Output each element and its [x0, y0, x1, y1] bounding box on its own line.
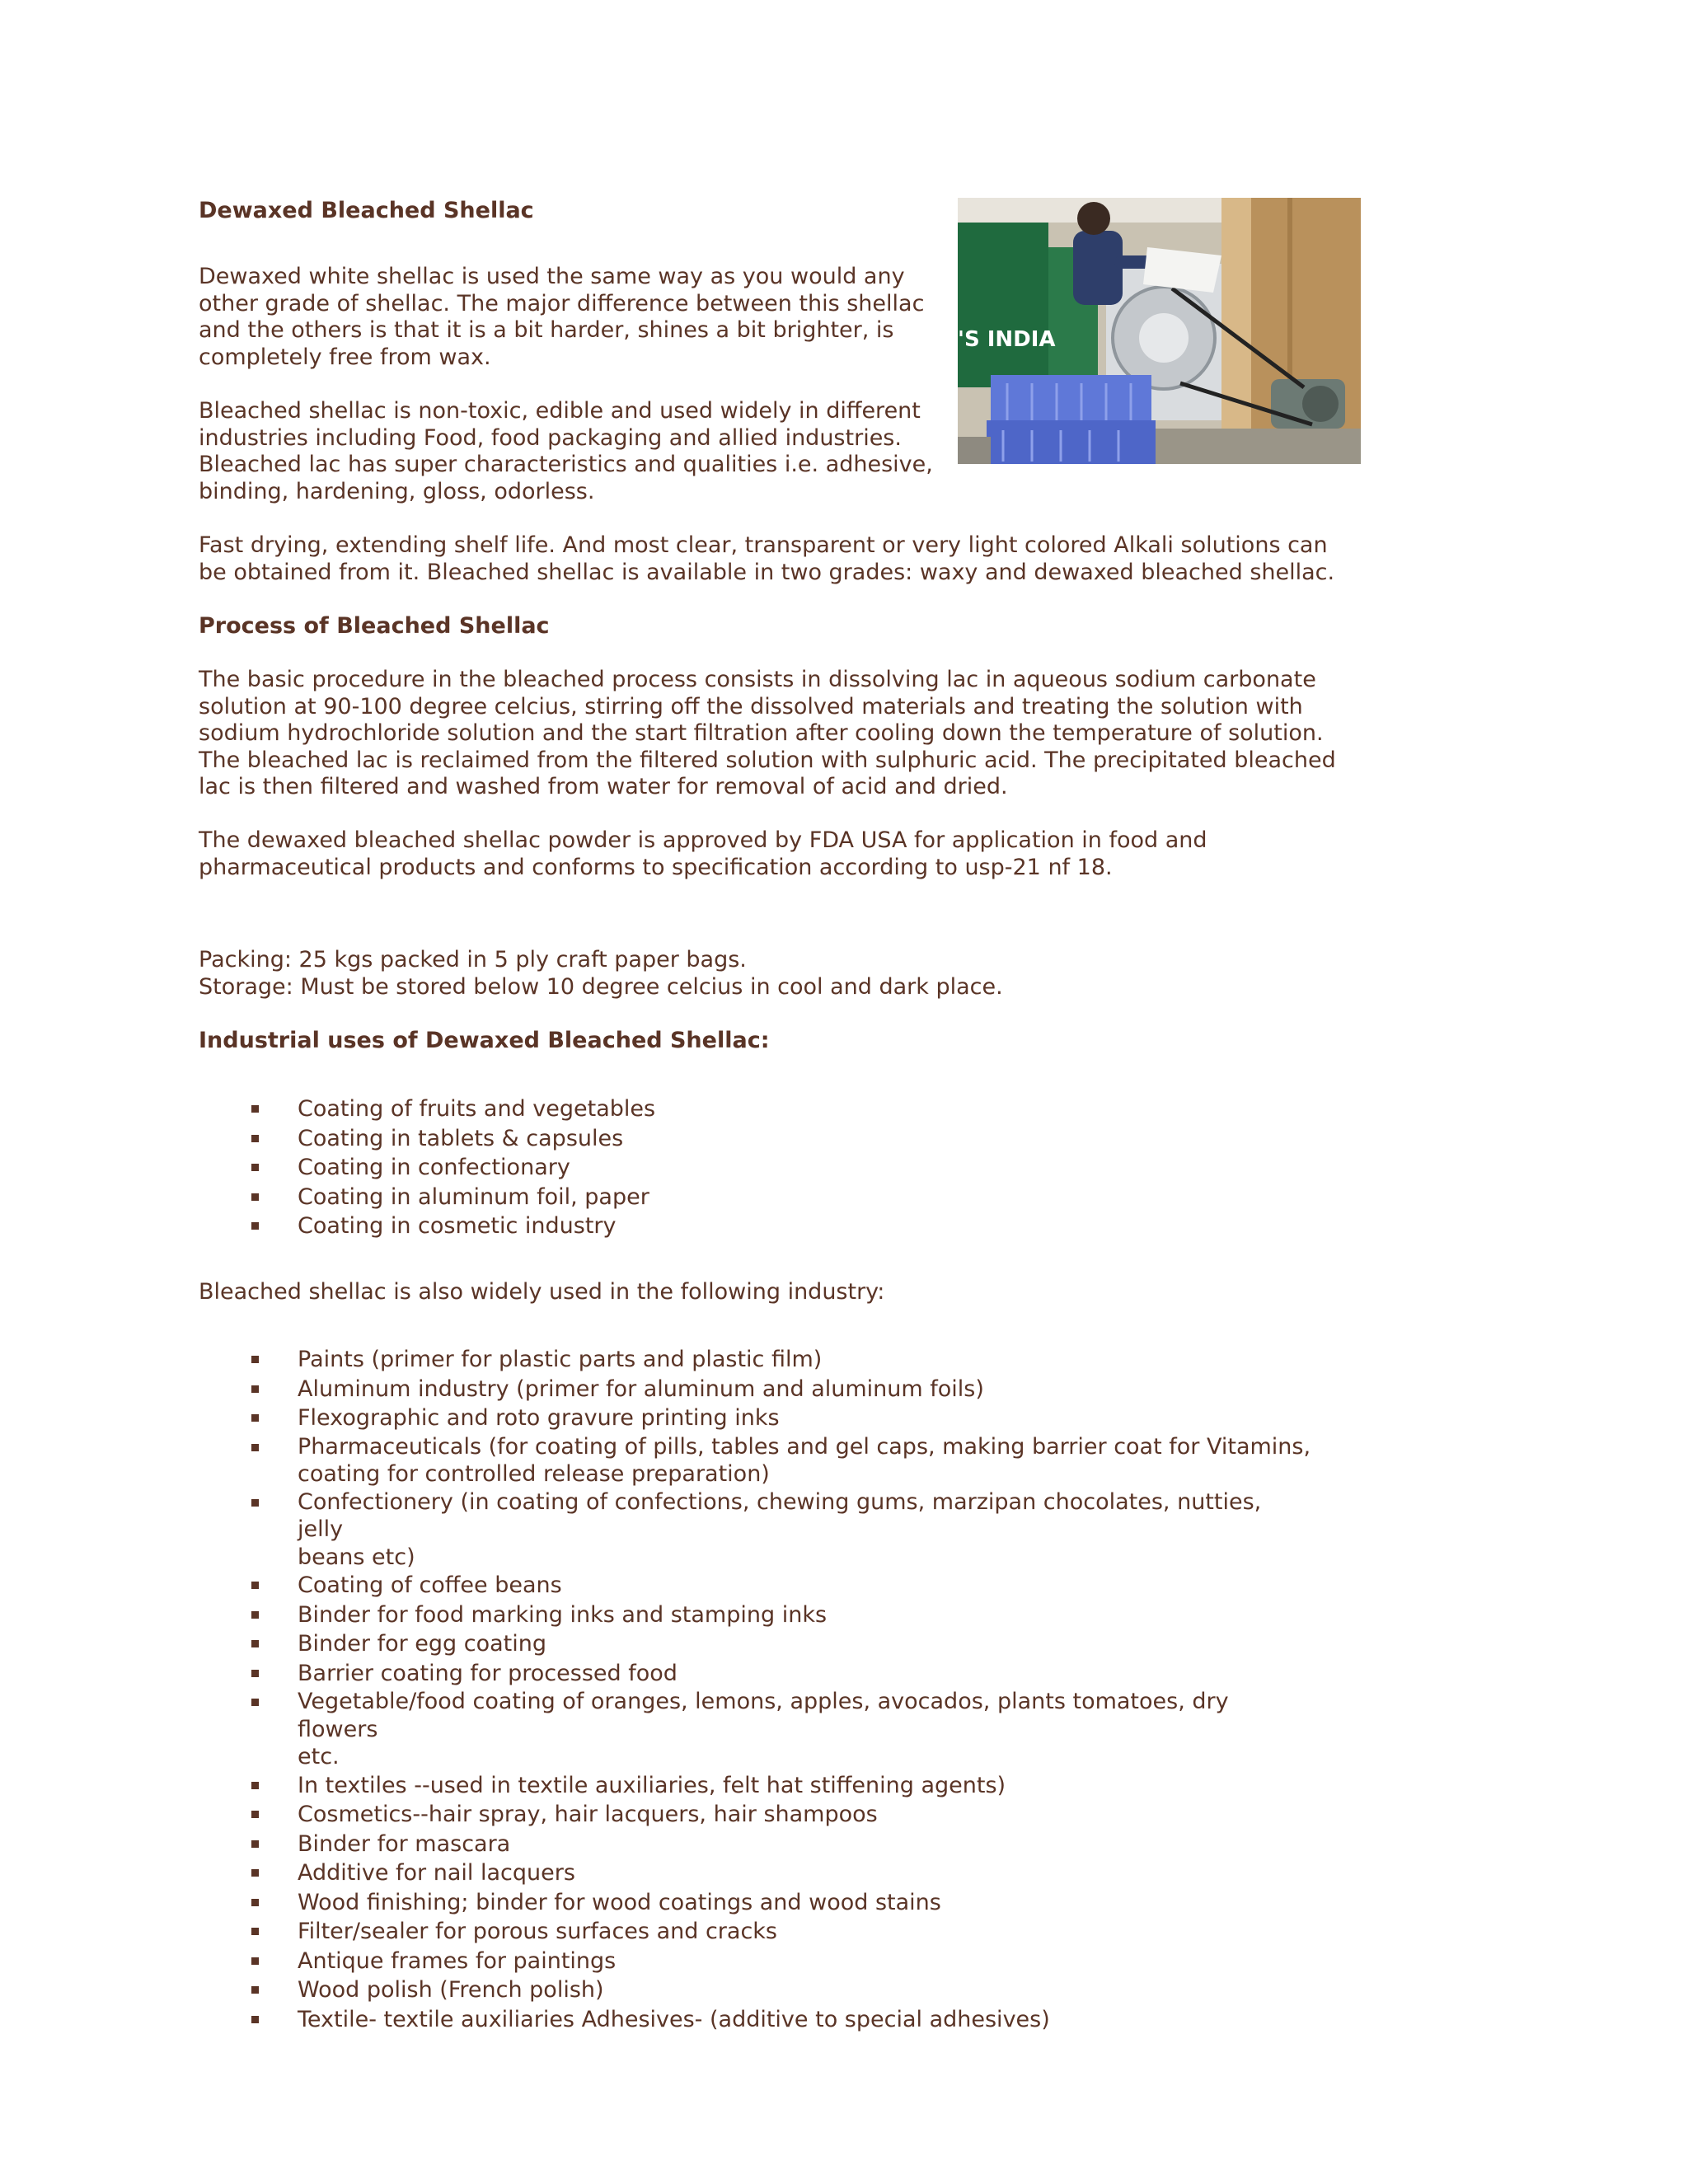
list-item	[199, 1659, 1311, 1689]
list-item	[199, 1571, 1311, 1601]
bullet-icon	[251, 1957, 259, 1965]
list-item	[199, 1433, 1311, 1488]
bullet-icon	[251, 1840, 259, 1848]
list-item-line: coating for controlled release preparation)	[298, 1461, 770, 1487]
bullet-icon	[251, 1414, 259, 1422]
list-item	[199, 1858, 1311, 1888]
list-item	[199, 1830, 1311, 1859]
list-item	[199, 1212, 1311, 1241]
bullet-icon	[251, 2016, 259, 2023]
list-item-text: Paints (primer for plastic parts and plastic film)	[298, 1347, 823, 1372]
bullet-icon	[251, 1811, 259, 1818]
bullet-icon	[251, 1499, 259, 1507]
bullet-icon	[251, 1899, 259, 1906]
list-item-text: Flexographic and roto gravure printing inks	[298, 1405, 780, 1431]
bullet-icon	[251, 1640, 259, 1647]
list-item	[199, 1094, 1311, 1124]
paragraph-line: The basic procedure in the bleached process consists in dissolving lac in aqueous sodium carbonate	[199, 667, 1316, 692]
list-item	[199, 1888, 1311, 1918]
industrial-uses-heading: Industrial uses of Dewaxed Bleached Shellac:	[199, 1028, 770, 1053]
list-item	[199, 1947, 1311, 1976]
list-item-text: Binder for egg coating	[298, 1631, 546, 1657]
list-item-text: Coating of fruits and vegetables	[298, 1096, 656, 1122]
list-item	[199, 2005, 1311, 2035]
list-item-text: Binder for food marking inks and stamping inks	[298, 1601, 828, 1628]
list-item-text: Cosmetics--hair spray, hair lacquers, hair shampoos	[298, 1802, 878, 1827]
list-item-text: Coating in confectionary	[298, 1155, 570, 1180]
list-item-text: Textile- textile auxiliaries Adhesives- (additive to special adhesives)	[298, 2006, 1050, 2032]
paragraph-line: solution at 90-100 degree celcius, stirring off the dissolved materials and treating the solution with	[199, 693, 1303, 719]
list-item	[199, 1404, 1311, 1433]
list-item-line: Vegetable/food coating of oranges, lemons, apples, avocados, plants tomatoes, dry flowers	[298, 1689, 1229, 1742]
bullet-icon	[251, 1193, 259, 1201]
list-item	[199, 1629, 1311, 1659]
paragraph-line: Fast drying, extending shelf life. And most clear, transparent or very light colored Alkali solutions can	[199, 532, 1328, 558]
page-title: Dewaxed Bleached Shellac	[199, 198, 534, 223]
nontoxic-paragraph	[199, 398, 933, 505]
industry-intro: Bleached shellac is also widely used in the following industry:	[199, 1279, 885, 1305]
list-item-text: Coating in aluminum foil, paper	[298, 1183, 649, 1210]
packing-text: Packing: 25 kgs packed in 5 ply craft paper bags.	[199, 947, 747, 972]
paragraph-line: completely free from wax.	[199, 344, 491, 370]
list-item	[199, 1601, 1311, 1630]
paragraph-line: binding, hardening, gloss, odorless.	[199, 478, 595, 504]
list-item	[199, 1183, 1311, 1212]
factory-photo	[958, 198, 1361, 464]
storage-text: Storage: Must be stored below 10 degree celcius in cool and dark place.	[199, 973, 1003, 1000]
list-item-text: Coating of coffee beans	[298, 1572, 562, 1598]
list-item-text: Filter/sealer for porous surfaces and cracks	[298, 1919, 777, 1944]
list-item-text: Additive for nail lacquers	[298, 1860, 575, 1886]
bullet-icon	[251, 1135, 259, 1142]
process-heading: Process of Bleached Shellac	[199, 613, 550, 639]
list-item-text: Coating in cosmetic industry	[298, 1213, 617, 1239]
list-item-text: Wood finishing; binder for wood coatings and wood stains	[298, 1889, 941, 1915]
list-item	[199, 1975, 1311, 2005]
paragraph-line: and the others is that it is a bit harder, shines a bit brighter, is	[199, 317, 894, 343]
bullet-icon	[251, 1105, 259, 1113]
paragraph-line: Bleached shellac is non-toxic, edible and used widely in different	[199, 398, 921, 424]
process-paragraph	[199, 667, 1336, 801]
bullet-icon	[251, 1699, 259, 1706]
fda-paragraph	[199, 827, 1207, 881]
list-item-line: beans etc)	[298, 1544, 415, 1570]
list-item	[199, 1124, 1311, 1154]
list-item-text: Antique frames for paintings	[298, 1947, 617, 1974]
list-item	[199, 1688, 1311, 1771]
bullet-icon	[251, 1356, 259, 1363]
paragraph-line: be obtained from it. Bleached shellac is available in two grades: waxy and dewaxed bleached shellac.	[199, 559, 1335, 585]
bullet-icon	[251, 1869, 259, 1877]
paragraph-line: pharmaceutical products and conforms to specification according to usp-21 nf 18.	[199, 854, 1113, 880]
intro-paragraph	[199, 264, 924, 371]
bullet-icon	[251, 1782, 259, 1789]
bullet-icon	[251, 1670, 259, 1677]
paragraph-line: Bleached lac has super characteristics and qualities i.e. adhesive,	[199, 452, 933, 477]
paragraph-line: The dewaxed bleached shellac powder is approved by FDA USA for application in food and	[199, 827, 1207, 853]
paragraph-line: other grade of shellac. The major difference between this shellac	[199, 290, 925, 316]
industries-list	[199, 1345, 1311, 2034]
paragraph-line: lac is then filtered and washed from water for removal of acid and dried.	[199, 774, 1008, 799]
list-item-text: Barrier coating for processed food	[298, 1660, 678, 1686]
list-item	[199, 1153, 1311, 1183]
list-item	[199, 1771, 1311, 1801]
fast-drying-paragraph	[199, 532, 1334, 586]
list-item	[199, 1800, 1311, 1830]
list-item-text: Aluminum industry (primer for aluminum and aluminum foils)	[298, 1376, 984, 1402]
bullet-icon	[251, 1986, 259, 1994]
list-item-text: Coating in tablets & capsules	[298, 1125, 624, 1151]
list-item-line: etc.	[298, 1744, 340, 1769]
paragraph-line: industries including Food, food packaging and allied industries.	[199, 424, 902, 451]
list-item-line: Pharmaceuticals (for coating of pills, tables and gel caps, making barrier coat for Vitamins,	[298, 1433, 1311, 1460]
bullet-icon	[251, 1222, 259, 1230]
bullet-icon	[251, 1611, 259, 1619]
bullet-icon	[251, 1164, 259, 1171]
list-item-line: Confectionery (in coating of confections, chewing gums, marzipan chocolates, nutties, jelly	[298, 1488, 1262, 1542]
list-item	[199, 1345, 1311, 1375]
photo-sign-text: 'S INDIA	[958, 327, 1056, 352]
bullet-icon	[251, 1928, 259, 1935]
bullet-icon	[251, 1582, 259, 1589]
list-item	[199, 1488, 1311, 1572]
packing-storage	[199, 947, 1003, 1001]
paragraph-line: Dewaxed white shellac is used the same way as you would any	[199, 264, 905, 289]
bullet-icon	[251, 1444, 259, 1451]
industrial-uses-list	[199, 1094, 1311, 1241]
list-item-text: In textiles --used in textile auxiliaries, felt hat stiffening agents)	[298, 1772, 1006, 1798]
bullet-icon	[251, 1385, 259, 1393]
list-item	[199, 1917, 1311, 1947]
paragraph-line: sodium hydrochloride solution and the start filtration after cooling down the temperature of solution.	[199, 720, 1324, 746]
list-item-text: Wood polish (French polish)	[298, 1977, 604, 2003]
list-item-text: Binder for mascara	[298, 1830, 511, 1857]
paragraph-line: The bleached lac is reclaimed from the filtered solution with sulphuric acid. The precipitated bleached	[199, 747, 1336, 773]
list-item	[199, 1375, 1311, 1404]
